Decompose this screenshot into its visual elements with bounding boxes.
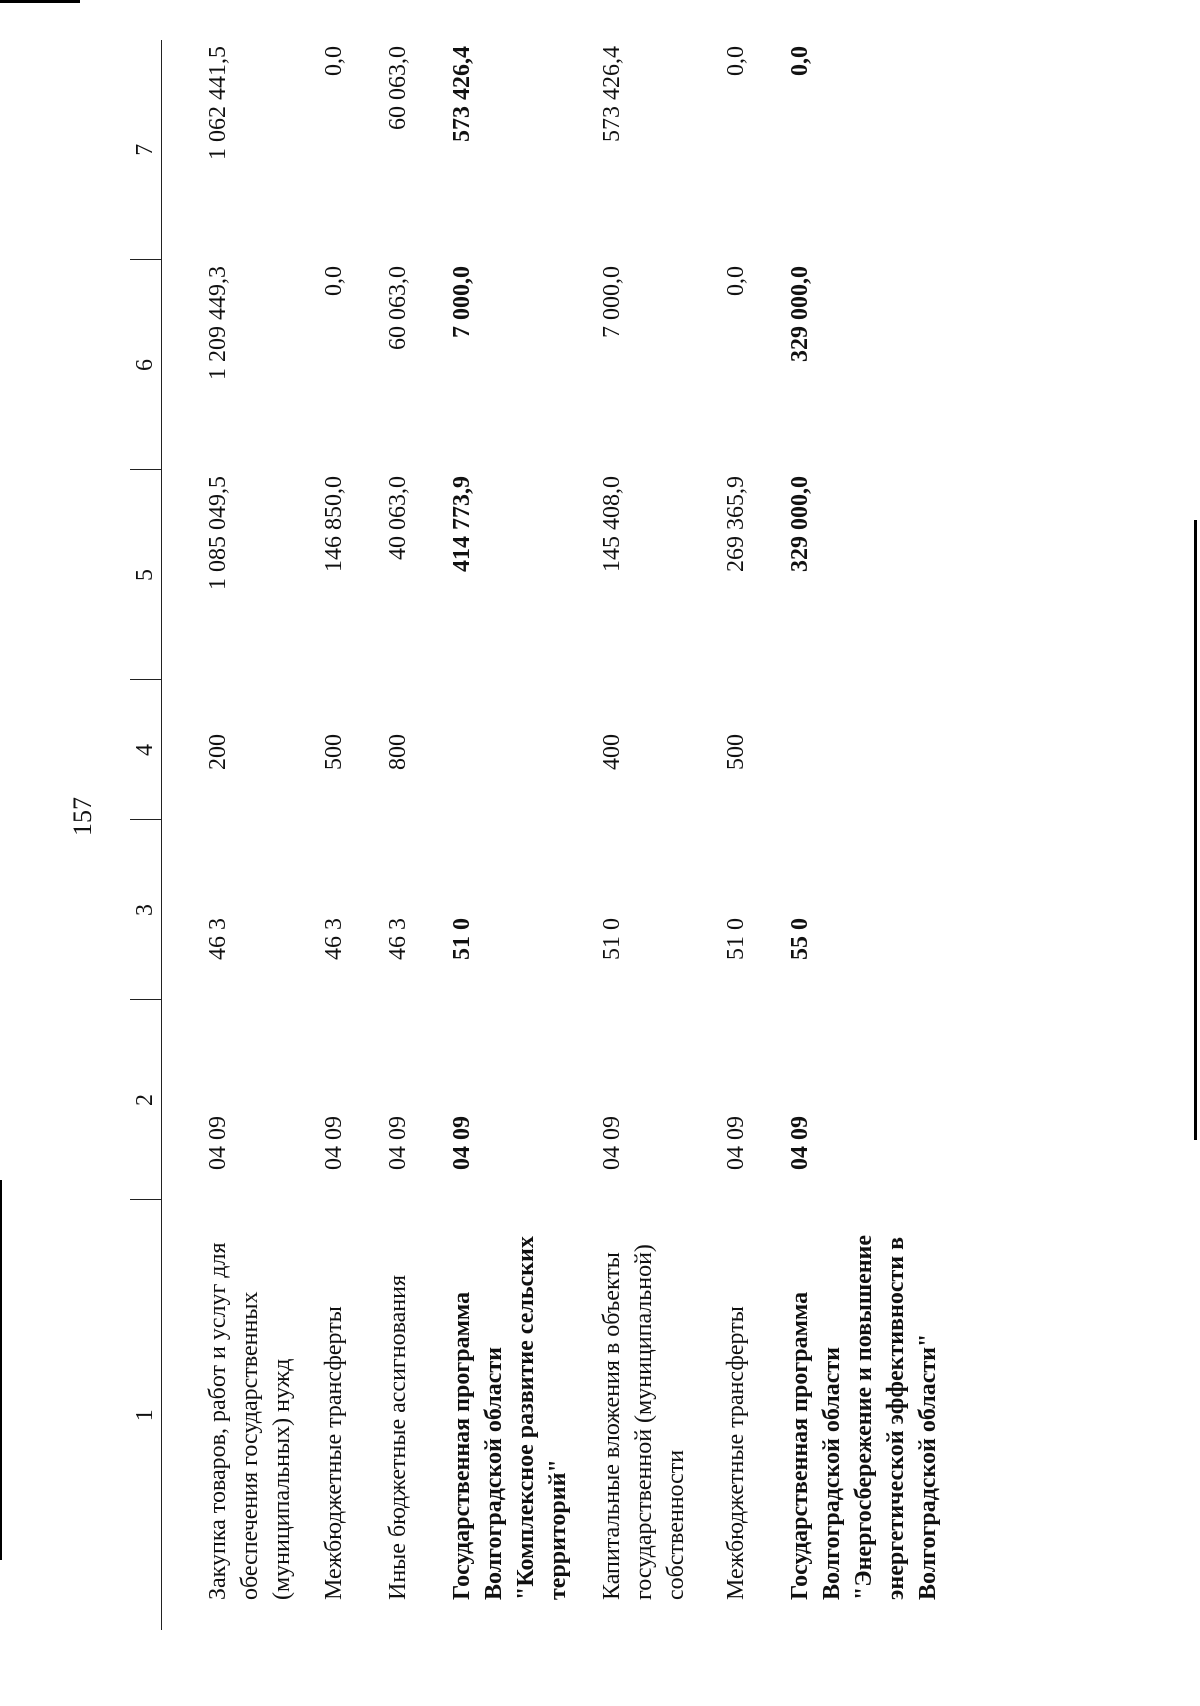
row-value-5: 414 773,9 [449,476,475,572]
row-value-5: 146 850,0 [321,476,347,572]
row-value-7: 1 062 441,5 [205,46,231,160]
row-section-code: 04 09 [205,1116,231,1170]
row-value-6: 0,0 [723,266,749,296]
row-section-code: 04 09 [385,1116,411,1170]
header-col-3: 3 [130,820,162,1000]
header-row [130,40,162,1630]
row-value-5: 269 365,9 [723,476,749,572]
row-name: Государственная программа Волгоградской области "Энергосбережение и повышение энергетической эффективности в Волгоградской области" [787,1234,941,1600]
row-expense-type: 400 [599,734,625,770]
row-value-6: 329 000,0 [787,266,813,362]
scan-edge-mark-left [0,1180,2,1560]
row-value-6: 7 000,0 [449,266,475,338]
row-value-6: 0,0 [321,266,347,296]
page-number: 157 [68,797,97,836]
row-name: Государственная программа Волгоградской области "Комплексное развитие сельских территорий" [449,1236,571,1600]
row-name: Капитальные вложения в объекты государственной (муниципальной) собственности [599,1244,689,1600]
row-program-code: 51 0 [599,918,625,960]
row-name: Закупка товаров, работ и услуг для обеспечения государственных (муниципальных) нужд [205,1242,295,1600]
row-value-7: 0,0 [787,46,813,76]
row-program-code: 51 0 [449,918,475,960]
row-value-5: 145 408,0 [599,476,625,572]
row-program-code: 46 3 [321,918,347,960]
row-value-6: 60 063,0 [385,266,411,350]
row-program-code: 46 3 [385,918,411,960]
header-col-6: 6 [130,260,162,470]
row-section-code: 04 09 [449,1116,475,1170]
row-value-7: 60 063,0 [385,46,411,130]
table-row [318,40,382,1630]
row-value-7: 0,0 [723,46,749,76]
row-name: Иные бюджетные ассигнования [385,1275,411,1600]
table-row-program [446,40,596,1630]
header-col-5: 5 [130,470,162,680]
table-row [162,40,319,1630]
header-col-7: 7 [130,40,162,260]
header-col-2: 2 [130,1000,162,1200]
header-col-1: 1 [130,1200,162,1630]
row-value-5: 329 000,0 [787,476,813,572]
row-section-code: 04 09 [723,1116,749,1170]
budget-table [130,40,944,1630]
row-section-code: 04 09 [787,1116,813,1170]
row-value-6: 1 209 449,3 [205,266,231,380]
row-expense-type: 500 [321,734,347,770]
row-value-5: 1 085 049,5 [205,476,231,590]
row-name: Межбюджетные трансферты [723,1306,749,1600]
table-row [596,40,720,1630]
scan-edge-mark-top [0,0,80,3]
header-col-4: 4 [130,680,162,820]
table-row [720,40,784,1630]
row-expense-type: 800 [385,734,411,770]
row-expense-type [446,680,596,820]
budget-table-rotated [130,40,1200,1630]
row-expense-type [784,680,944,820]
table-row [382,40,446,1630]
row-expense-type: 200 [205,734,231,770]
row-value-7: 573 426,4 [599,46,625,142]
row-expense-type: 500 [723,734,749,770]
row-value-6: 7 000,0 [599,266,625,338]
row-value-5: 40 063,0 [385,476,411,560]
row-section-code: 04 09 [599,1116,625,1170]
table-row-program [784,40,944,1630]
row-section-code: 04 09 [321,1116,347,1170]
row-value-7: 573 426,4 [449,46,475,142]
row-value-7: 0,0 [321,46,347,76]
row-program-code: 55 0 [787,918,813,960]
row-program-code: 51 0 [723,918,749,960]
row-name: Межбюджетные трансферты [321,1306,347,1600]
row-program-code: 46 3 [205,918,231,960]
